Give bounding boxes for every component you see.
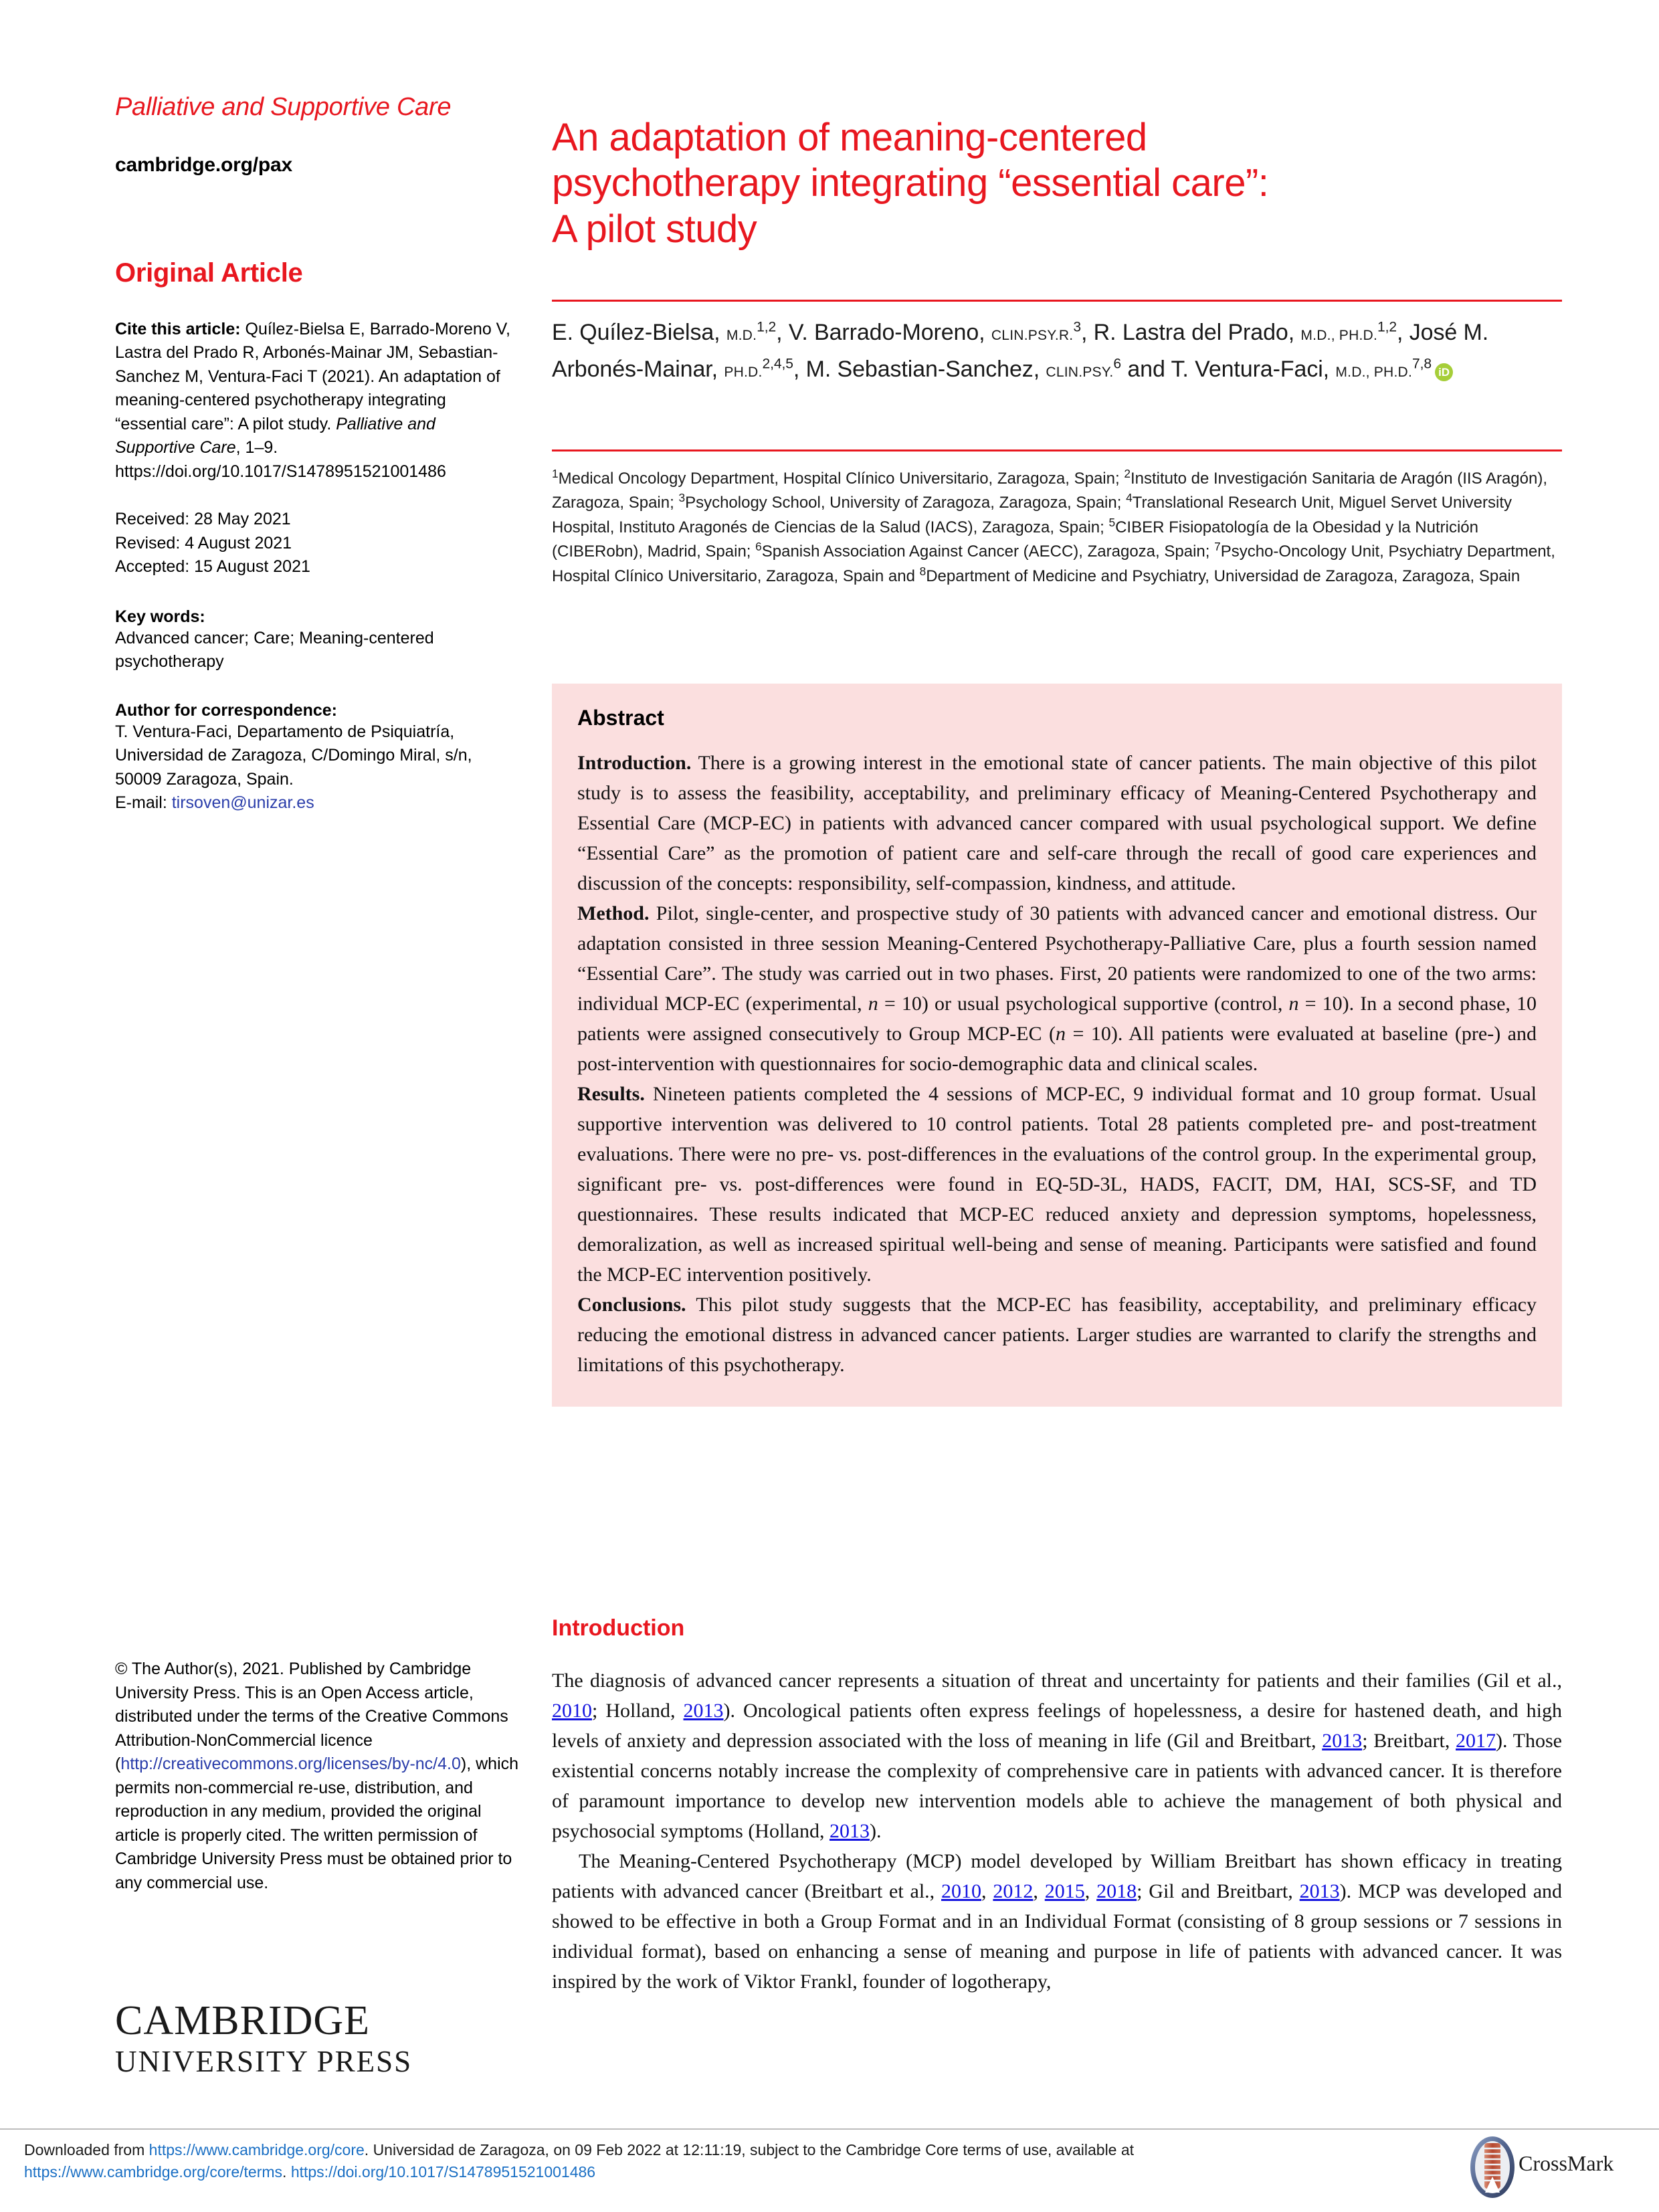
author-4-degree: PH.D.: [724, 365, 763, 381]
publisher-name-line2: UNIVERSITY PRESS: [115, 2045, 413, 2078]
correspondence-heading: Author for correspondence:: [115, 700, 337, 720]
abstract-method-n1: n: [868, 993, 878, 1015]
abstract-section: [552, 684, 1562, 1407]
intro-p1-c: ). Oncological patients often express feelings of hopelessness, a desire for hastened death, and high levels of anxiety and depression associated with the loss of meaning in life (Gil and Breitbart,: [552, 1700, 1562, 1752]
abstract-paragraph-method: [577, 898, 1537, 1079]
abstract-introduction-text: There is a growing interest in the emotional state of cancer patients. The main objective of this pilot study is to assess the feasibility, acceptability, and preliminary efficacy of Meaning-Centered Psychotherapy and Essential Care (MCP-EC) in patients with advanced cancer compared with usual psychological support. We define “Essential Care” as the promotion of patient care and self-care through the recall of good care experiences and discussion of the concepts: responsibility, self-compassion, kindness, and attitude.: [577, 752, 1537, 894]
intro-p1-a: The diagnosis of advanced cancer represents a situation of threat and uncertainty for patients and their families (Gil et al.,: [552, 1670, 1562, 1692]
abstract-paragraph-conclusions: [577, 1290, 1537, 1380]
keywords-list: Advanced cancer; Care; Meaning-centered psychotherapy: [115, 628, 434, 672]
affiliation-2-sup: 2: [1124, 467, 1131, 480]
abstract-method-label: Method.: [577, 902, 650, 924]
abstract-results-label: Results.: [577, 1083, 645, 1105]
affiliation-7-text: Psycho-Oncology Unit, Psychiatry Department, Hospital Clínico Universitario, Zaragoza, Spain and: [552, 542, 1555, 585]
citation-link-gil-2010[interactable]: 2010: [552, 1700, 592, 1722]
date-revised: Revised: 4 August 2021: [115, 533, 292, 552]
author-1-degree: M.D.: [726, 328, 757, 343]
cite-this-article: [115, 318, 516, 484]
cambridge-university-press-logo: [115, 2000, 530, 2077]
cite-pages: , 1–9. https://doi.org/10.1017/S1478951521001486: [115, 438, 446, 481]
sidebar: [115, 94, 516, 815]
abstract-results-text: Nineteen patients completed the 4 sessions of MCP-EC, 9 individual format and 10 group format. Usual supportive intervention was delivered to 10 control patients. Total 28 patients completed pre- and post-treatment evaluations. There were no pre- vs. post-differences in the evaluations of the control group. In the experimental group, significant pre- vs. post-differences were found in EQ-5D-3L, HADS, FACIT, DM, HAI, SCS-SF, and TD questionnaires. These results indicated that MCP-EC reduced anxiety and depression symptoms, hopelessness, demoralization, as well as increased spiritual well-being and sense of meaning. Participants were satisfied and found the MCP-EC intervention positively.: [577, 1083, 1537, 1286]
citation-link-holland-2013-b[interactable]: 2013: [829, 1820, 870, 1842]
keywords-heading: Key words:: [115, 607, 205, 626]
creative-commons-link[interactable]: http://creativecommons.org/licenses/by-nc/4.0: [120, 1754, 461, 1773]
intro-p1-f: ).: [869, 1820, 882, 1842]
author-6-degree: M.D., PH.D.: [1335, 365, 1412, 381]
affiliation-3-sup: 3: [678, 491, 686, 505]
citation-link-breitbart-2012[interactable]: 2012: [993, 1880, 1034, 1902]
author-list: [552, 314, 1562, 388]
email-link[interactable]: tirsoven@unizar.es: [171, 793, 314, 813]
abstract-method-text-c: = 10). In a second phase, 10 patients were assigned consecutively to Group MCP-EC (: [577, 993, 1537, 1045]
affiliation-6-text: Spanish Association Against Cancer (AECC), Zaragoza, Spain;: [761, 542, 1215, 561]
intro-p2-d: ,: [1084, 1880, 1097, 1902]
citation-link-holland-2013[interactable]: 2013: [683, 1700, 724, 1722]
citation-link-breitbart-2017[interactable]: 2017: [1456, 1730, 1496, 1752]
publisher-name-line1: CAMBRIDGE: [115, 1998, 371, 2043]
crossmark-badge[interactable]: [1469, 2135, 1636, 2202]
footer-text-b: . Universidad de Zaragoza, on 09 Feb 2022 at 12:11:19, subject to the Cambridge Core terms of use, available at: [364, 2141, 1135, 2158]
abstract-method-text-a: Pilot, single-center, and prospective study of 30 patients with advanced cancer and emotional distress. Our adaptation consisted in three session Meaning-Centered Psychotherapy-Palliative Care, plus a fourth session named “Essential Care”. The study was carried out in two phases. First, 20 patients were randomized to one of the two arms: individual MCP-EC (experimental,: [577, 902, 1537, 1015]
author-4-name: , José M. Arbonés-Mainar,: [552, 320, 1489, 383]
author-2-name: , V. Barrado-Moreno,: [776, 320, 991, 345]
title-line-3: A pilot study: [552, 207, 757, 251]
affiliation-1-text: Medical Oncology Department, Hospital Clínico Universitario, Zaragoza, Spain;: [558, 470, 1125, 488]
author-2-affil-sup: 3: [1073, 319, 1081, 335]
crossmark-icon: [1469, 2135, 1516, 2199]
correspondence-text: T. Ventura-Faci, Departamento de Psiquiatría, Universidad de Zaragoza, C/Domingo Miral, s/n, 50009 Zaragoza, Spain.: [115, 722, 472, 789]
cite-label: Cite this article:: [115, 319, 241, 338]
copyright-text-part2: ), which permits non-commercial re-use, distribution, and reproduction in any medium, provided the original article is properly cited. The written permission of Cambridge University Press must be obtained prior to any commercial use.: [115, 1754, 519, 1892]
author-6-affil-sup: 7,8: [1412, 356, 1432, 372]
divider-above-authors: [552, 300, 1562, 302]
affiliations-list: [552, 467, 1562, 589]
author-3-degree: M.D., PH.D.: [1300, 328, 1378, 343]
intro-p2-c: ,: [1033, 1880, 1045, 1902]
crossmark-label: CrossMark: [1519, 2151, 1614, 2175]
affiliation-2-text: Instituto de Investigación Sanitaria de Aragón (IIS Aragón), Zaragoza, Spain;: [552, 470, 1547, 512]
title-line-1: An adaptation of meaning-centered: [552, 115, 1147, 159]
copyright-text-part1: © The Author(s), 2021. Published by Cambridge University Press. This is an Open Access article, distributed under the terms of the Creative Commons Attribution-NonCommercial licence (: [115, 1660, 508, 1773]
affiliation-4-text: Translational Research Unit, Miguel Servet University Hospital, Instituto Aragonés de Ciencias de la Salud (IACS), Zaragoza, Spain;: [552, 494, 1512, 536]
affiliation-3-text: Psychology School, University of Zaragoza, Zaragoza, Spain;: [685, 494, 1127, 512]
article-type-label: Original Article: [115, 258, 303, 288]
title-line-2: psychotherapy integrating “essential care”:: [552, 161, 1269, 205]
footer-divider: [0, 2128, 1659, 2130]
journal-url[interactable]: cambridge.org/pax: [115, 153, 293, 176]
intro-p2-e: ; Gil and Breitbart,: [1137, 1880, 1300, 1902]
citation-link-breitbart-2018[interactable]: 2018: [1096, 1880, 1137, 1902]
affiliation-5-sup: 5: [1108, 515, 1116, 529]
citation-link-breitbart-2015[interactable]: 2015: [1044, 1880, 1085, 1902]
author-3-name: , R. Lastra del Prado,: [1080, 320, 1301, 345]
abstract-paragraph-results: [577, 1079, 1537, 1290]
email-label: E-mail:: [115, 793, 172, 813]
abstract-paragraph-introduction: [577, 748, 1537, 898]
author-5-name: , M. Sebastian-Sanchez,: [793, 357, 1046, 383]
abstract-method-n2: n: [1288, 993, 1299, 1015]
citation-link-gil-breitbart-2013-b[interactable]: 2013: [1299, 1880, 1340, 1902]
introduction-heading: Introduction: [552, 1615, 685, 1641]
intro-p1-e: ). Those existential concerns notably increase the complexity of comprehensive care in patients with advanced cancer. It is therefore of paramount importance to develop new intervention models able to achieve the management of both physical and psychosocial symptoms (Holland,: [552, 1730, 1562, 1842]
abstract-heading: Abstract: [577, 706, 664, 730]
introduction-body: [552, 1666, 1562, 1997]
author-4-affil-sup: 2,4,5: [762, 356, 793, 372]
doi-link[interactable]: https://doi.org/10.1017/S1478951521001486: [290, 2163, 596, 2181]
download-provenance-notice: [24, 2139, 1375, 2184]
intro-p1-b: ; Holland,: [592, 1700, 684, 1722]
abstract-method-text-d: = 10). All patients were evaluated at baseline (pre-) and post-intervention with questionnaires for socio-demographic data and clinical scales.: [577, 1023, 1537, 1075]
affiliation-7-sup: 7: [1214, 540, 1221, 554]
author-5-affil-sup: 6: [1113, 356, 1122, 372]
author-1-affil-sup: 1,2: [757, 319, 777, 335]
abstract-conclusions-text: This pilot study suggests that the MCP-EC has feasibility, acceptability, and preliminary efficacy reducing the emotional distress in advanced cancer patients. Larger studies are warranted to clarify the strengths and limitations of this psychotherapy.: [577, 1294, 1537, 1376]
abstract-method-n3: n: [1055, 1023, 1066, 1045]
cambridge-core-link[interactable]: https://www.cambridge.org/core: [149, 2141, 365, 2158]
cite-authors: Quílez-Bielsa E, Barrado-Moreno V, Lastra del Prado R, Arbonés-Mainar JM, Sebastian-Sanchez M, Ventura-Faci T (2021). An adaptation of meaning-centered psychotherapy integrating “essential care”: A pilot study.: [115, 319, 510, 433]
orcid-icon[interactable]: iD: [1435, 363, 1453, 381]
journal-title: Palliative and Supportive Care: [115, 93, 452, 121]
divider-below-authors: [552, 449, 1562, 451]
introduction-paragraph-1: [552, 1666, 1562, 1846]
footer-text-c: .: [282, 2163, 291, 2181]
footer-text-a: Downloaded from: [24, 2141, 149, 2158]
affiliation-5-text: CIBER Fisiopatología de la Obesidad y la Nutrición (CIBERobn), Madrid, Spain;: [552, 518, 1479, 561]
author-2-degree: CLIN.PSY.R.: [991, 328, 1074, 343]
affiliation-8-text: Department of Medicine and Psychiatry, Universidad de Zaragoza, Zaragoza, Spain: [926, 567, 1521, 585]
author-6-name: and T. Ventura-Faci,: [1121, 357, 1336, 383]
cite-journal: Palliative and Supportive Care: [115, 414, 435, 458]
abstract-introduction-label: Introduction.: [577, 752, 692, 774]
correspondence-address: [115, 720, 516, 815]
affiliation-6-sup: 6: [755, 540, 762, 554]
cambridge-core-terms-link[interactable]: https://www.cambridge.org/core/terms: [24, 2163, 283, 2181]
article-dates: [115, 508, 516, 579]
intro-p2-a: The Meaning-Centered Psychotherapy (MCP) model developed by William Breitbart has shown efficacy in treating patients with advanced cancer (Breitbart et al.,: [552, 1850, 1562, 1902]
abstract-body: [577, 748, 1537, 1380]
abstract-method-text-b: = 10) or usual psychological supportive (control,: [878, 993, 1289, 1015]
date-received: Received: 28 May 2021: [115, 510, 291, 529]
affiliation-8-sup: 8: [919, 564, 926, 578]
date-accepted: Accepted: 15 August 2021: [115, 557, 310, 577]
intro-p2-b: ,: [981, 1880, 993, 1902]
affiliation-1-sup: 1: [552, 467, 559, 480]
intro-p2-f: ). MCP was developed and showed to be effective in both a Group Format and in an Individual Format (consisting of 8 group sessions or 7 sessions in individual format), based on enhancing a sense of meaning and purpose in life of patients with advanced cancer. It was inspired by the work of Viktor Frankl, founder of logotherapy,: [552, 1880, 1563, 1993]
page-title: [552, 115, 1555, 252]
author-5-degree: CLIN.PSY.: [1046, 365, 1114, 381]
author-3-affil-sup: 1,2: [1377, 319, 1397, 335]
copyright-notice: [115, 1657, 523, 1895]
citation-link-breitbart-2010[interactable]: 2010: [941, 1880, 982, 1902]
introduction-paragraph-2: [552, 1846, 1562, 1997]
affiliation-4-sup: 4: [1126, 491, 1133, 505]
abstract-conclusions-label: Conclusions.: [577, 1294, 686, 1316]
author-1-name: E. Quílez-Bielsa,: [552, 320, 726, 345]
citation-link-gil-breitbart-2013[interactable]: 2013: [1322, 1730, 1363, 1752]
intro-p1-d: ; Breitbart,: [1362, 1730, 1456, 1752]
